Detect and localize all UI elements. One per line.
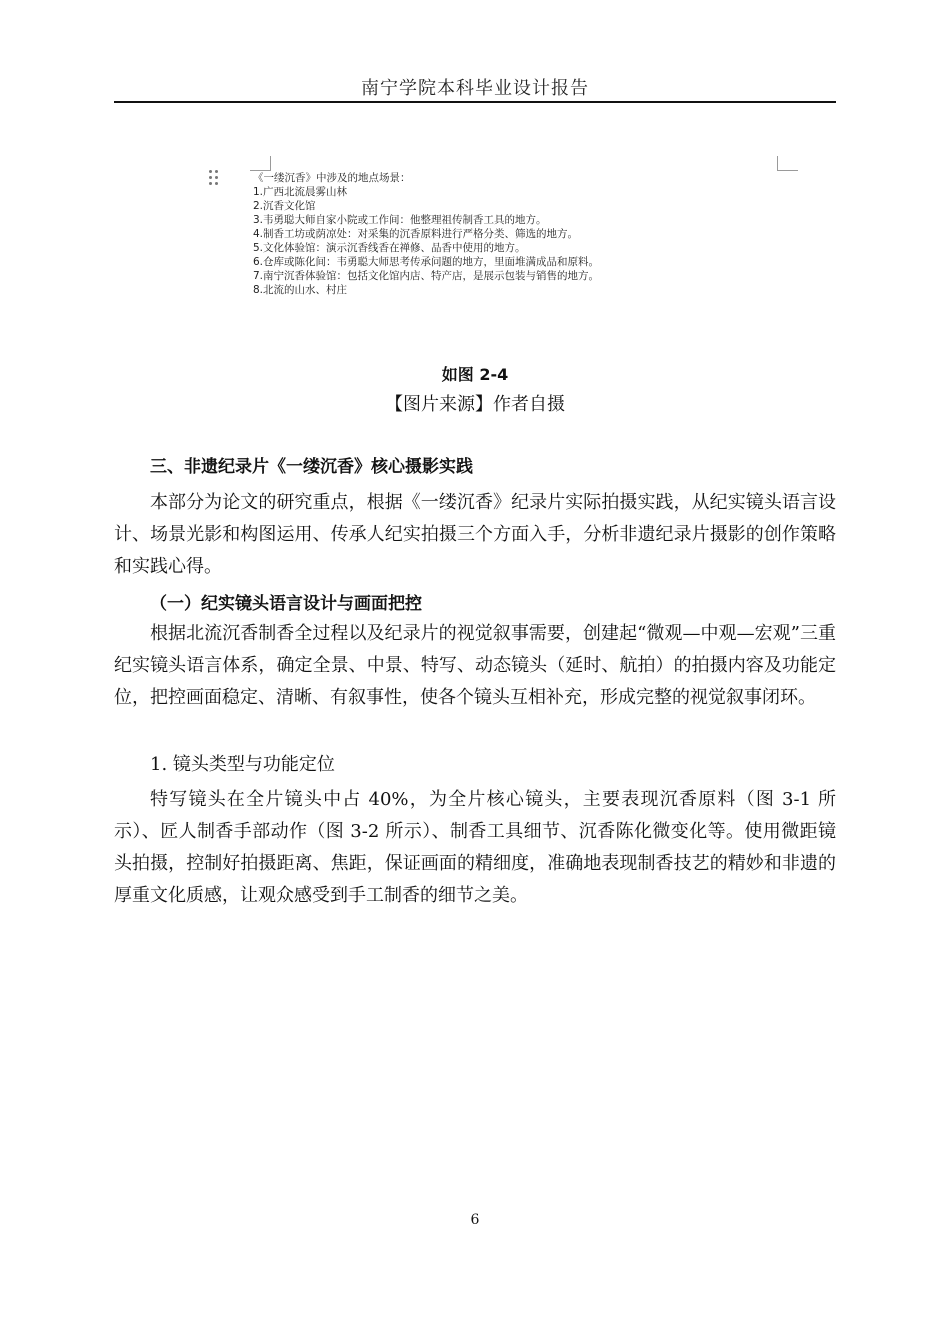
figure-line: 2.沉香文化馆: [253, 200, 316, 212]
figure-line: 1.广西北流晨雾山林: [253, 186, 348, 198]
figure-caption-source: 【图片来源】作者自摄: [385, 394, 565, 415]
figure-line: 7.南宁沉香体验馆：包括文化馆内店、特产店，是展示包装与销售的地方。: [253, 270, 600, 282]
section-intro-paragraph: 本部分为论文的研究重点，根据《一缕沉香》纪录片实际拍摄实践，从纪实镜头语言设计、场景光影和构图运用、传承人纪实拍摄三个方面入手，分析非遗纪录片摄影的创作策略和实践心得。: [114, 492, 836, 577]
drag-handle-icon[interactable]: [209, 170, 221, 186]
page-number: 6: [470, 1212, 480, 1228]
figure-line: 6.仓库或陈化间：韦勇聪大师思考传承问题的地方，里面堆满成品和原料。: [253, 256, 600, 268]
figure-line: 5.文化体验馆：演示沉香线香在禅修、品香中使用的地方。: [253, 242, 526, 254]
header-divider: [114, 101, 836, 103]
crop-corner-top-left: [250, 156, 271, 171]
numbered-item-label: 1. 镜头类型与功能定位: [150, 754, 335, 775]
figure-line: 8.北流的山水、村庄: [253, 284, 348, 296]
figure-line: 3.韦勇聪大师自家小院或工作间：他整理祖传制香工具的地方。: [253, 214, 547, 226]
numbered-item-paragraph: 特写镜头在全片镜头中占 40%，为全片核心镜头，主要表现沉香原料（图 3-1 所示）、匠人制香手部动作（图 3-2 所示）、制香工具细节、沉香陈化微变化等。使用微距镜头拍摄，控制好拍摄距离、焦距，保证画面的精细度，准确地表现制香技艺的精妙和非遗的厚重文化质感，让观众感受到手工制香的细节之美。: [114, 789, 836, 906]
subsection-paragraph: 根据北流沉香制香全过程以及纪录片的视觉叙事需要，创建起“微观—中观—宏观”三重纪实镜头语言体系，确定全景、中景、特写、动态镜头（延时、航拍）的拍摄内容及功能定位，把控画面稳定、清晰、有叙事性，使各个镜头互相补充，形成完整的视觉叙事闭环。: [114, 623, 836, 708]
figure-line: 《一缕沉香》中涉及的地点场景：: [253, 172, 411, 184]
figure-image: [205, 152, 805, 302]
section-heading: 三、非遗纪录片《一缕沉香》核心摄影实践: [150, 457, 473, 477]
figure-line: 4.制香工坊或荫凉处：对采集的沉香原料进行严格分类、筛选的地方。: [253, 228, 579, 240]
figure-text-list: [253, 171, 793, 297]
crop-corner-top-right: [777, 156, 798, 171]
page-header-title: 南宁学院本科毕业设计报告: [361, 78, 589, 99]
subsection-heading: （一）纪实镜头语言设计与画面把控: [150, 594, 422, 614]
figure-caption-number: 如图 2-4: [441, 365, 509, 384]
